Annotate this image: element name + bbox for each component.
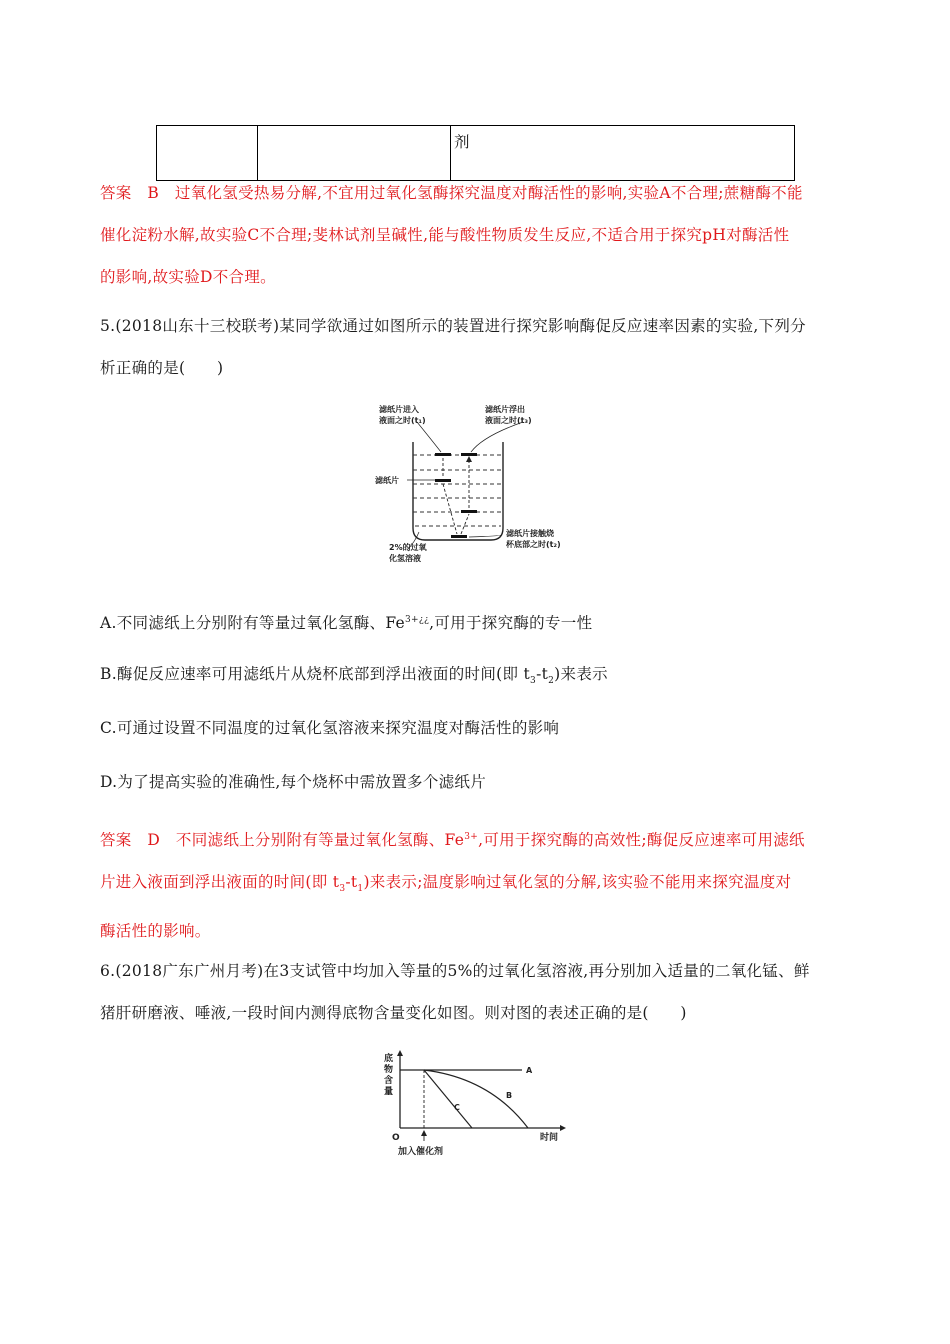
curve-c [424,1070,472,1128]
answer-line: 催化淀粉水解,故实验C不合理;斐林试剂呈碱性,能与酸性物质发生反应,不适合用于探究pH对酶活性 [100,226,790,244]
answer-text: )来表示;温度影响过氧化氢的分解,该实验不能用来探究温度对 [363,873,792,892]
curve-b [424,1070,528,1128]
label-bottom: 杯底部之时(t₂) [506,540,561,549]
answer-block-1 [100,172,860,298]
y-axis-arrow-icon [397,1050,403,1056]
question-line: 析正确的是( ) [100,359,224,377]
answer-subscript: 3 [339,884,346,895]
question-line: 5.(2018山东十三校联考)某同学欲通过如图所示的装置进行探究影响酶促反应速率因素的实验,下列分 [100,317,806,335]
option-d: D.为了提高实验的准确性,每个烧杯中需放置多个滤纸片 [100,773,487,791]
answer-line: 酶活性的影响。 [100,922,211,941]
option-a-text: A.不同滤纸上分别附有等量过氧化氢酶、Fe [100,614,406,633]
x-axis-arrow-icon [560,1125,566,1131]
origin-label: O [392,1133,400,1143]
beaker-outline [413,442,503,540]
filter-papers [435,453,477,538]
beaker-figure [375,400,575,570]
option-b-subscript: 3 [530,676,537,687]
answer-superscript: 3+ [464,832,479,842]
answer-line: 答案 B 过氧化氢受热易分解,不宜用过氧化氢酶探究温度对酶活性的影响,实验A不合理;蔗糖酶不能 [100,184,803,202]
question-line: 6.(2018广东广州月考)在3支试管中均加入等量的5%的过氧化氢溶液,再分别加入适量的二氧化锰、鲜 [100,962,810,980]
answer-line [100,861,860,910]
answer-text: 答案 D 不同滤纸上分别附有等量过氧化氢酶、Fe [100,831,465,850]
answer-line [100,816,860,861]
y-label-char: 量 [384,1087,394,1097]
answer-text: ,可用于探究酶的高效性;酶促反应速率可用滤纸 [478,831,805,850]
label-float: 液面之时(t₃) [485,416,532,425]
curve-a-label: A [526,1066,533,1075]
substrate-chart [380,1048,580,1160]
arrow-up-icon [466,456,472,462]
table-cell: 剂 [451,126,795,181]
liquid-lines [413,455,503,526]
label-solution: 化氢溶液 [389,554,421,563]
y-label-char: 含 [384,1076,394,1086]
option-b-text: B.酶促反应速率可用滤纸片从烧杯底部到浮出液面的时间(即 t [100,665,531,683]
curve-c-label: C [454,1103,460,1112]
label-float: 滤纸片浮出 [485,405,525,414]
answer-subscript: 1 [357,884,364,895]
x-axis-label: 时间 [540,1133,559,1143]
label-solution: 2%的过氧 [389,543,427,552]
label-paper: 滤纸片 [375,476,399,485]
y-label-char: 物 [384,1065,394,1075]
answer-block-2 [100,816,860,952]
option-a-superscript: 3+¿¿ [405,615,430,625]
option-b-subscript: 2 [548,676,555,687]
curve-b-label: B [506,1091,513,1100]
option-a-text-end: ,可用于探究酶的专一性 [429,614,593,633]
question-5-stem [100,305,860,389]
label-enter: 液面之时(t₁) [379,416,426,425]
question-line: 猪肝研磨液、唾液,一段时间内测得底物含量变化如图。则对图的表述正确的是( ) [100,1004,687,1022]
answer-text: 片进入液面到浮出液面的时间(即 t [100,873,340,892]
label-enter: 滤纸片进入 [379,405,419,414]
y-label-char: 底 [384,1054,394,1064]
answer-line: 的影响,故实验D不合理。 [100,268,276,286]
catalyst-label: 加入催化剂 [398,1147,444,1157]
option-c: C.可通过设置不同温度的过氧化氢溶液来探究温度对酶活性的影响 [100,719,560,737]
movement-paths [443,458,469,534]
option-b-text-end: )来表示 [554,665,608,683]
arrow-up-icon [421,1130,427,1136]
option-b-text-mid: -t [536,665,549,683]
label-bottom: 滤纸片接触烧 [506,529,554,538]
answer-text: -t [345,873,358,892]
option-a [100,599,592,644]
question-6-stem [100,950,860,1034]
option-b [100,653,608,702]
